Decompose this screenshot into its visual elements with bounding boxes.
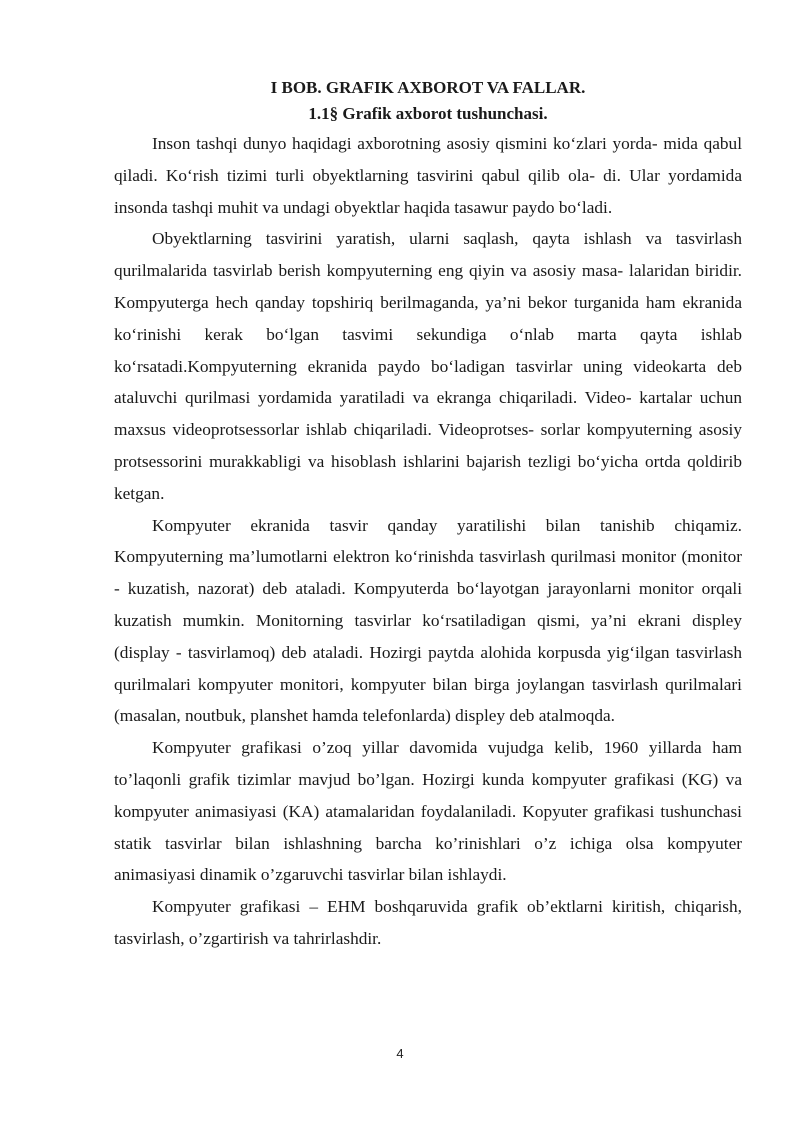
paragraph-4: Kompyuter grafikasi o’zoq yillar davomida vujudga kelib, 1960 yillarda ham to’laqonli grafik tizimlar mavjud bo’lgan. Hozirgi kunda kompyuter grafikasi (KG) va kompyuter animasiyasi (KA) atamalaridan foydalaniladi. Kopyuter grafikasi tushunchasi statik tasvirlar bilan ishlashning barcha ko’rinishlari o’z ichiga olsa kompyuter animasiyasi dinamik o’zgaruvchi tasvirlar bilan ishlaydi. — [114, 738, 742, 885]
paragraph-5: Kompyuter grafikasi – EHM boshqaruvida grafik ob’ektlarni kiritish, chiqarish, tasvirlash, o’zgartirish va tahrirlashdir. — [114, 897, 742, 948]
section-title: 1.1§ Grafik axborot tushunchasi. — [308, 104, 548, 123]
paragraph-3: Kompyuter ekranida tasvir qanday yaratilishi bilan tanishib chiqamiz. Kompyuterning ma’lumotlarni elektron ko‘rinishda tasvirlash qurilmasi monitor (monitor - kuzatish, nazorat) deb ataladi. Kompyuterda bo‘layotgan jarayonlarni monitor orqali kuzatish mumkin. Monitorning tasvirlar ko‘rsatiladigan qismi, ya’ni ekrani displey (display - tasvirlamoq) deb ataladi. Hozirgi paytda alohida korpusda yig‘ilgan tasvirlash qurilmalari kompyuter monitori, kompyuter bilan birga joylangan tasvirlash qurilmalari (masalan, noutbuk, planshet hamda telefonlarda) displey deb atalmoqda. — [114, 515, 742, 726]
chapter-title: I BOB. GRAFIK AXBOROT VA FALLAR. — [270, 78, 586, 97]
document-page — [114, 76, 742, 955]
page-number: 4 — [396, 1046, 404, 1061]
paragraph-2: Obyektlarning tasvirini yaratish, ularni saqlash, qayta ishlash va tasvirlash qurilmalarida tasvirlab berish kompyuterning eng qiyin va asosiy masa- lalaridan biridir. Kompyuterga hech qanday topshiriq berilmaganda, ya’ni bekor turganida ham ekranida ko‘rinishi kerak bo‘lgan tasvimi sekundiga o‘nlab marta qayta ishlab ko‘rsatadi.Kompyuterning ekranida paydo bo‘ladigan tasvirlar uning videokarta deb ataluvchi qurilmasi yordamida yaratiladi va ekranga chiqariladi. Video- kartalar uchun maxsus videoprotsessorlar ishlab chiqariladi. Videoprotses- sorlar kompyuterning asosiy protsessorini murakkabligi va hisoblash ishlarini bajarish tezligi bo‘yicha ortda qoldirib ketgan. — [114, 229, 742, 503]
paragraph-1: Inson tashqi dunyo haqidagi axborotning asosiy qismini ko‘zlari yorda- mida qabul qiladi. Ko‘rish tizimi turli obyektlarning tasvirini qabul qilib ola- di. Ular yordamida insonda tashqi muhit va undagi obyektlar haqida tasawur paydo bo‘ladi. — [114, 134, 742, 217]
